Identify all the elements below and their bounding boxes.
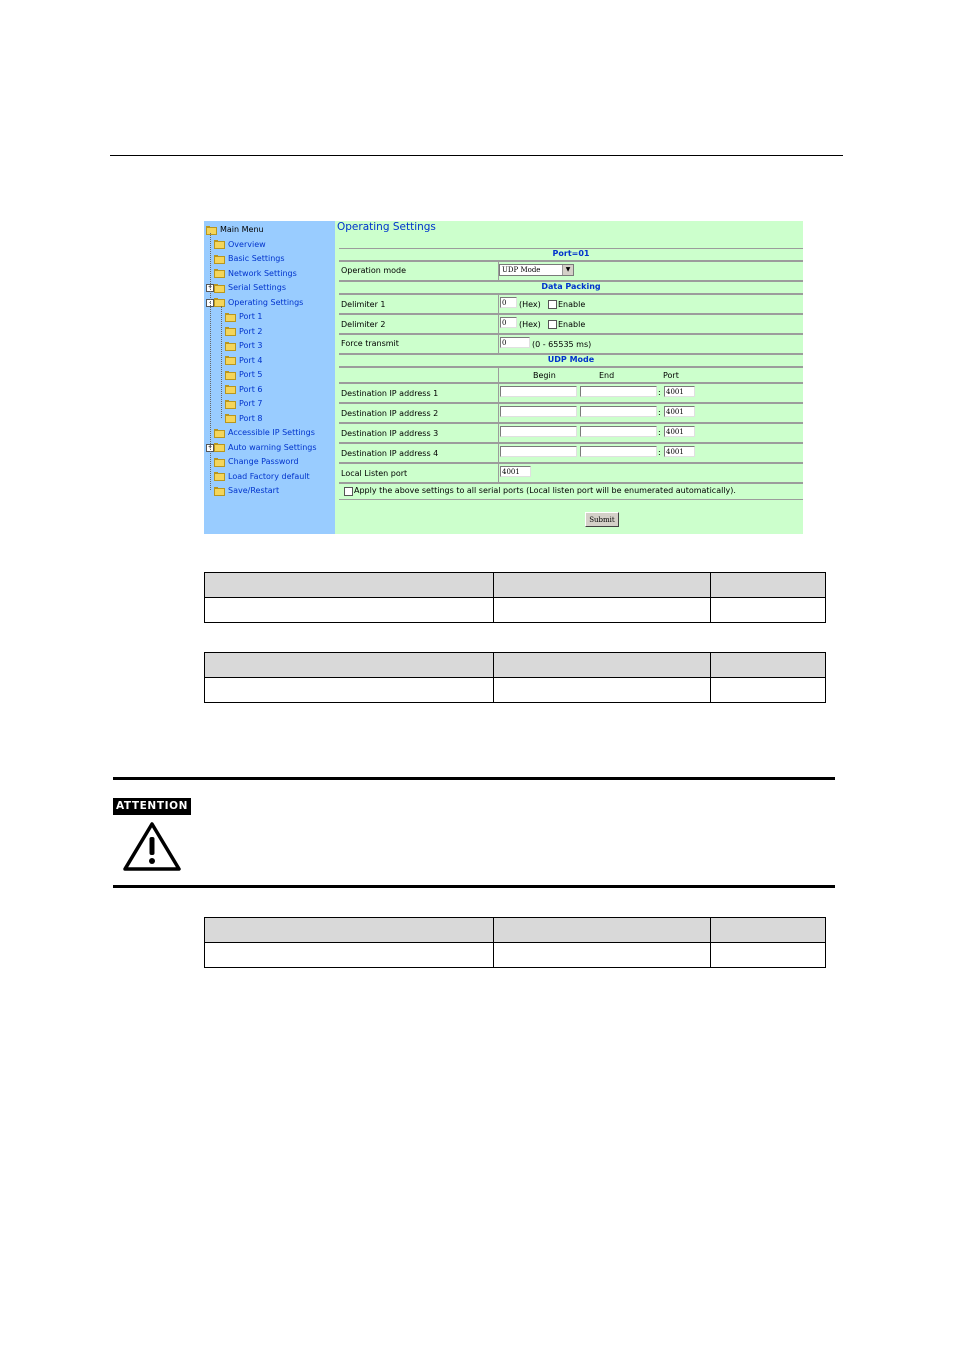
destination-label: Destination IP address 4 (341, 449, 439, 458)
attention-top-rule (113, 777, 835, 780)
sidebar-item[interactable] (225, 368, 263, 381)
destination-label: Destination IP address 1 (341, 389, 439, 398)
apply-all-checkbox[interactable] (344, 487, 353, 496)
settings-table-2 (204, 652, 826, 703)
sidebar-item[interactable] (214, 252, 285, 265)
table-header-row (205, 573, 826, 598)
delimiter-2-enable-checkbox[interactable] (548, 320, 557, 329)
sidebar-item-label: Basic Settings (228, 254, 285, 263)
column-port: Port (663, 371, 679, 380)
header-rule (110, 155, 843, 156)
web-console-screenshot (204, 221, 803, 534)
sidebar-item[interactable] (214, 441, 317, 454)
local-listen-port-label: Local Listen port (341, 469, 408, 478)
delimiter-1-input[interactable]: 0 (500, 297, 517, 308)
delimiter-1-label: Delimiter 1 (341, 300, 386, 309)
tree-line (221, 306, 222, 418)
operation-mode-value: UDP Mode (502, 266, 541, 274)
sidebar-item[interactable] (225, 310, 263, 323)
operation-mode-label: Operation mode (341, 266, 407, 275)
sidebar-item-label: Overview (228, 239, 266, 249)
port-separator: : (658, 408, 661, 417)
sidebar-item[interactable] (225, 397, 263, 410)
column-end: End (599, 371, 615, 380)
delimiter-1-row (339, 294, 803, 314)
folder-icon (214, 487, 224, 495)
folder-icon (225, 371, 235, 379)
sidebar-item-label: Port 4 (239, 355, 263, 365)
sidebar-item[interactable] (214, 470, 310, 483)
submit-button[interactable]: Submit (585, 512, 619, 527)
sidebar-item-label: Network Settings (228, 268, 297, 278)
sidebar-item[interactable] (206, 223, 264, 236)
destination-begin-input[interactable] (500, 386, 577, 397)
page-title: Operating Settings (337, 221, 436, 233)
folder-icon (214, 284, 224, 292)
chevron-down-icon[interactable]: ▼ (562, 265, 573, 275)
sidebar-menu (204, 221, 335, 534)
settings-table-3 (204, 917, 826, 968)
sidebar-item[interactable] (214, 281, 286, 294)
force-transmit-input[interactable]: 0 (500, 337, 530, 348)
folder-icon (225, 414, 235, 422)
folder-icon (214, 443, 224, 451)
folder-icon (214, 255, 224, 263)
sidebar-item[interactable] (225, 383, 263, 396)
sidebar-item-label: Auto warning Settings (228, 442, 317, 452)
destination-begin-input[interactable] (500, 406, 577, 417)
warning-triangle-icon (121, 820, 183, 872)
sidebar-item[interactable] (225, 354, 263, 367)
expand-icon[interactable]: + (206, 444, 214, 452)
folder-icon (214, 240, 224, 248)
table-row (205, 943, 826, 968)
table-header-row (205, 918, 826, 943)
sidebar-item-label: Port 8 (239, 413, 263, 423)
folder-icon (225, 356, 235, 364)
force-transmit-label: Force transmit (341, 339, 399, 348)
folder-icon (214, 269, 224, 277)
destination-row (339, 403, 803, 423)
force-transmit-range: (0 - 65535 ms) (532, 340, 592, 349)
folder-icon (214, 298, 224, 306)
sidebar-item-label: Load Factory default (228, 471, 310, 481)
destination-row (339, 383, 803, 403)
destination-row (339, 443, 803, 463)
sidebar-item-label: Save/Restart (228, 486, 280, 495)
collapse-icon[interactable]: - (206, 299, 214, 307)
apply-all-label: Apply the above settings to all serial ports (Local listen port will be enumerated automatically). (354, 486, 736, 495)
data-packing-header: Data Packing (541, 282, 601, 291)
sidebar-item[interactable] (214, 455, 299, 468)
port-header-row (339, 248, 803, 261)
destination-label: Destination IP address 3 (341, 429, 439, 438)
destination-end-input[interactable] (580, 406, 657, 417)
sidebar-item[interactable] (225, 339, 263, 352)
operating-settings-panel (337, 221, 803, 534)
delimiter-2-enable-label: Enable (558, 320, 586, 329)
destination-port-input[interactable]: 4001 (664, 446, 695, 457)
sidebar-item[interactable] (214, 296, 303, 309)
sidebar-item[interactable] (214, 426, 315, 439)
delimiter-2-label: Delimiter 2 (341, 320, 386, 329)
folder-icon (225, 385, 235, 393)
sidebar-item[interactable] (225, 325, 263, 338)
destination-begin-input[interactable] (500, 426, 577, 437)
destination-end-input[interactable] (580, 446, 657, 457)
sidebar-item-label: Main Menu (220, 225, 264, 234)
delimiter-2-input[interactable]: 0 (500, 317, 517, 328)
delimiter-2-row (339, 314, 803, 334)
destination-end-input[interactable] (580, 426, 657, 437)
folder-icon (225, 342, 235, 350)
destination-port-input[interactable]: 4001 (664, 386, 695, 397)
sidebar-item-label: Port 5 (239, 370, 263, 379)
sidebar-item-label: Port 6 (239, 384, 263, 394)
expand-icon[interactable]: + (206, 284, 214, 292)
folder-icon (206, 226, 216, 234)
apply-all-row (339, 483, 803, 500)
destination-row (339, 423, 803, 443)
folder-icon (225, 327, 235, 335)
port-separator: : (658, 428, 661, 437)
settings-table-1 (204, 572, 826, 623)
table-row (205, 598, 826, 623)
destination-begin-input[interactable] (500, 446, 577, 457)
folder-icon (214, 458, 224, 466)
udp-mode-header: UDP Mode (547, 355, 595, 364)
udp-mode-header-row (339, 354, 803, 367)
operation-mode-select[interactable] (499, 264, 574, 276)
sidebar-item-label: Accessible IP Settings (228, 428, 315, 437)
sidebar-item[interactable] (214, 238, 266, 251)
sidebar-item-label: Port 1 (239, 312, 263, 321)
destination-end-input[interactable] (580, 386, 657, 397)
port-separator: : (658, 448, 661, 457)
sidebar-item[interactable] (214, 484, 279, 497)
operation-mode-row (339, 261, 803, 281)
folder-icon (214, 472, 224, 480)
sidebar-item-label: Port 2 (239, 326, 263, 336)
sidebar-item-label: Change Password (228, 457, 299, 466)
destination-port-input[interactable]: 4001 (664, 406, 695, 417)
sidebar-item-label: Port 3 (239, 341, 263, 350)
sidebar-item[interactable] (225, 412, 263, 425)
delimiter-2-hex-text: (Hex) (519, 320, 541, 329)
table-row (205, 678, 826, 703)
sidebar-item-label: Port 7 (239, 399, 263, 408)
delimiter-1-enable-checkbox[interactable] (548, 300, 557, 309)
attention-badge: ATTENTION (113, 798, 191, 815)
folder-icon (214, 429, 224, 437)
tree-line (210, 233, 211, 490)
local-listen-port-input[interactable]: 4001 (500, 466, 531, 477)
port-header: Port=01 (552, 249, 590, 258)
folder-icon (225, 313, 235, 321)
sidebar-item-label: Operating Settings (228, 297, 304, 307)
destination-column-header-row (339, 367, 803, 383)
delimiter-1-enable-label: Enable (558, 300, 586, 309)
port-separator: : (658, 388, 661, 397)
sidebar-item-label: Serial Settings (228, 283, 286, 292)
attention-bottom-rule (113, 885, 835, 888)
destination-label: Destination IP address 2 (341, 409, 439, 418)
data-packing-header-row (339, 281, 803, 294)
destination-port-input[interactable]: 4001 (664, 426, 695, 437)
sidebar-item[interactable] (214, 267, 297, 280)
column-begin: Begin (533, 371, 556, 380)
folder-icon (225, 400, 235, 408)
delimiter-1-hex-text: (Hex) (519, 300, 541, 309)
table-header-row (205, 653, 826, 678)
local-listen-port-row (339, 463, 803, 483)
force-transmit-row (339, 334, 803, 354)
